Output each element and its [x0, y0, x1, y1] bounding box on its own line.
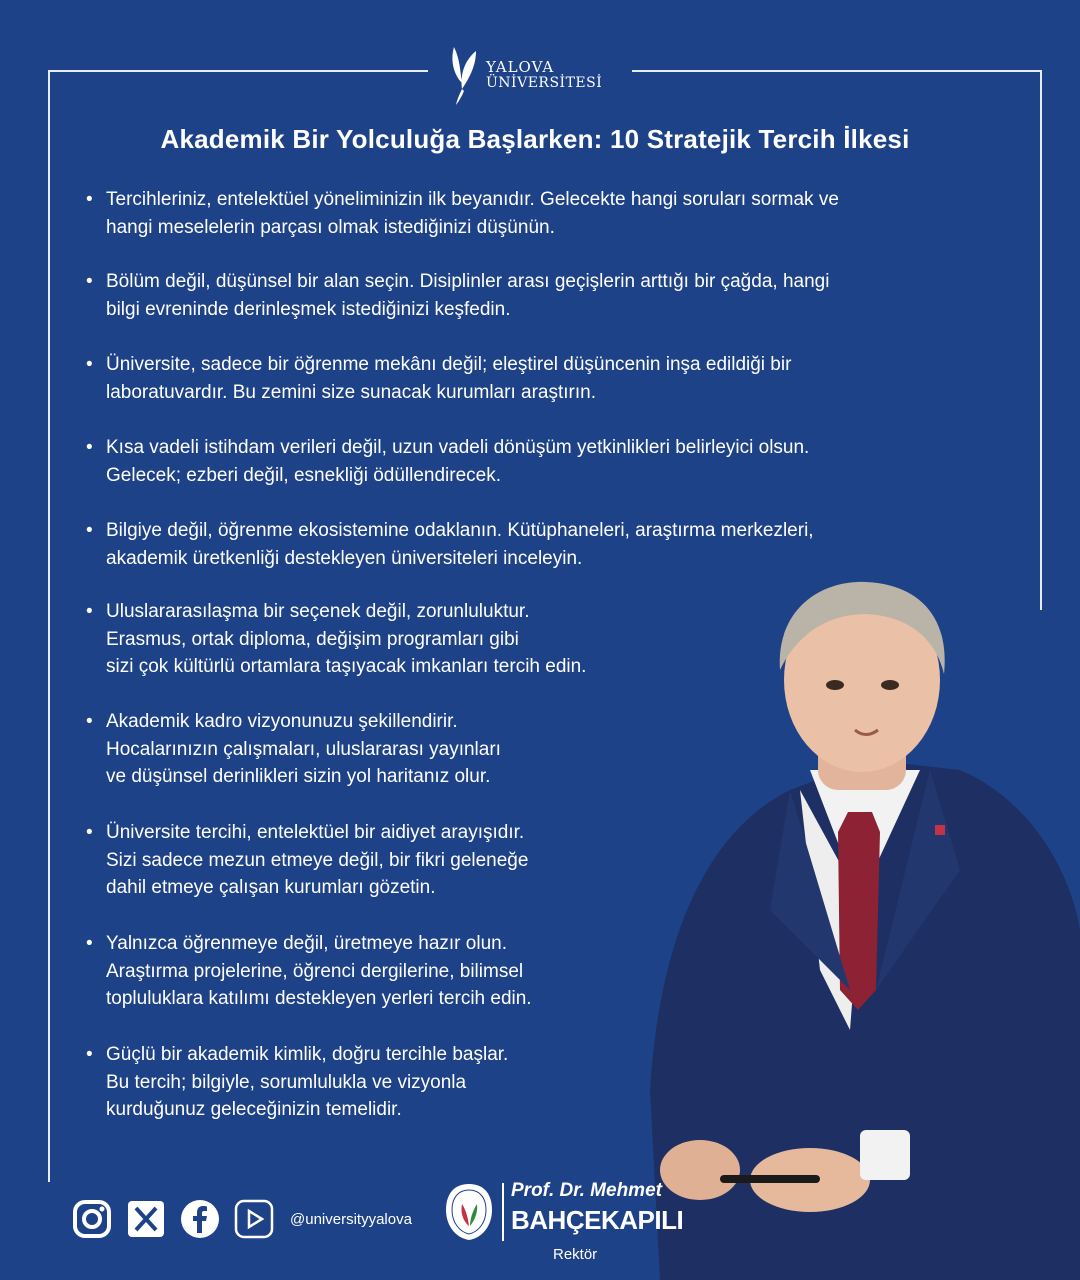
left-hand: [660, 1140, 740, 1200]
pen: [720, 1175, 820, 1183]
logo-line-2: ÜNİVERSİTESİ: [486, 74, 603, 91]
rector-name-line-1: Prof. Dr. Mehmet: [511, 1180, 662, 1201]
facebook-icon[interactable]: [180, 1199, 220, 1239]
item-line: Sizi sadece mezun etmeye değil, bir fikri geleneğe: [106, 849, 529, 871]
bullet: •: [86, 189, 93, 210]
item-line: Bölüm değil, düşünsel bir alan seçin. Disiplinler arası geçişlerin arttığı bir çağda, hangi: [106, 271, 830, 292]
item-line: Bu tercih; bilgiyle, sorumlulukla ve vizyonla: [106, 1071, 467, 1093]
lapel-pin: [935, 825, 945, 835]
shirt-cuff: [860, 1130, 910, 1180]
social-bar: [72, 1199, 412, 1239]
item-line: Erasmus, ortak diploma, değişim programları gibi: [106, 628, 519, 650]
item-line: Güçlü bir akademik kimlik, doğru tercihle başlar.: [106, 1044, 509, 1065]
university-seal-icon: [444, 1182, 494, 1242]
item-line: Yalnızca öğrenmeye değil, üretmeye hazır olun.: [106, 933, 507, 954]
bullet: •: [86, 822, 93, 843]
bullet: •: [86, 271, 93, 292]
item-line: Üniversite, sadece bir öğrenme mekânı değil; eleştirel düşüncenin inşa edildiği bir: [106, 354, 792, 375]
item-line: Gelecek; ezberi değil, esnekliği ödüllendirecek.: [106, 464, 502, 486]
item-line: Tercihleriniz, entelektüel yöneliminizin ilk beyanıdır. Gelecekte hangi soruları sormak ve: [106, 189, 839, 210]
item-line: topluluklara katılımı destekleyen yerleri tercih edin.: [106, 988, 532, 1009]
x-icon[interactable]: [126, 1199, 166, 1239]
item-line: Kısa vadeli istihdam verileri değil, uzun vadeli dönüşüm yetkinlikleri belirleyici olsun.: [106, 437, 810, 458]
item-line: sizi çok kültürlü ortamlara taşıyacak imkanları tercih edin.: [106, 656, 587, 677]
bullet: •: [86, 601, 93, 622]
bullet: •: [86, 1044, 93, 1065]
item-line: ve düşünsel derinlikleri sizin yol haritanız olur.: [106, 766, 491, 787]
item-line: Akademik kadro vizyonunuzu şekillendirir.: [106, 711, 458, 732]
item-line: akademik üretkenliği destekleyen üniversiteleri inceleyin.: [106, 547, 583, 569]
social-handle[interactable]: @universityyalova: [290, 1210, 412, 1228]
rector-name-line-2: BAHÇEKAPILI: [511, 1205, 684, 1235]
item-line: Uluslararasılaşma bir seçenek değil, zorunluluktur.: [106, 601, 530, 622]
bullet: •: [86, 437, 93, 458]
item-line: Hocalarınızın çalışmaları, uluslararası yayınları: [106, 738, 501, 760]
signature-divider: [502, 1183, 504, 1241]
page-title: Akademik Bir Yolculuğa Başlarken: 10 Stratejik Tercih İlkesi: [160, 124, 910, 154]
bullet: •: [86, 520, 93, 541]
youtube-icon[interactable]: [234, 1199, 274, 1239]
bullet: •: [86, 354, 93, 375]
bullet: •: [86, 933, 93, 954]
logo-line-1: YALOVA: [486, 57, 555, 76]
instagram-icon[interactable]: [72, 1199, 112, 1239]
item-line: dahil etmeye çalışan kurumları gözetin.: [106, 877, 436, 898]
item-line: Araştırma projelerine, öğrenci dergilerine, bilimsel: [106, 960, 524, 982]
item-line: hangi meselelerin parçası olmak istediğinizi düşünün.: [106, 216, 555, 238]
bullet: •: [86, 711, 93, 732]
item-line: bilgi evreninde derinleşmek istediğinizi keşfedin.: [106, 298, 511, 320]
rector-title: Rektör: [553, 1246, 598, 1263]
item-line: kurduğunuz geleceğinizin temelidir.: [106, 1099, 402, 1120]
rector-portrait: [640, 570, 1080, 1280]
item-line: Üniversite tercihi, entelektüel bir aidiyet arayışıdır.: [106, 822, 525, 843]
item-line: laboratuvardır. Bu zemini size sunacak kurumları araştırın.: [106, 381, 596, 403]
item-line: Bilgiye değil, öğrenme ekosistemine odaklanın. Kütüphaneleri, araştırma merkezleri,: [106, 520, 814, 541]
